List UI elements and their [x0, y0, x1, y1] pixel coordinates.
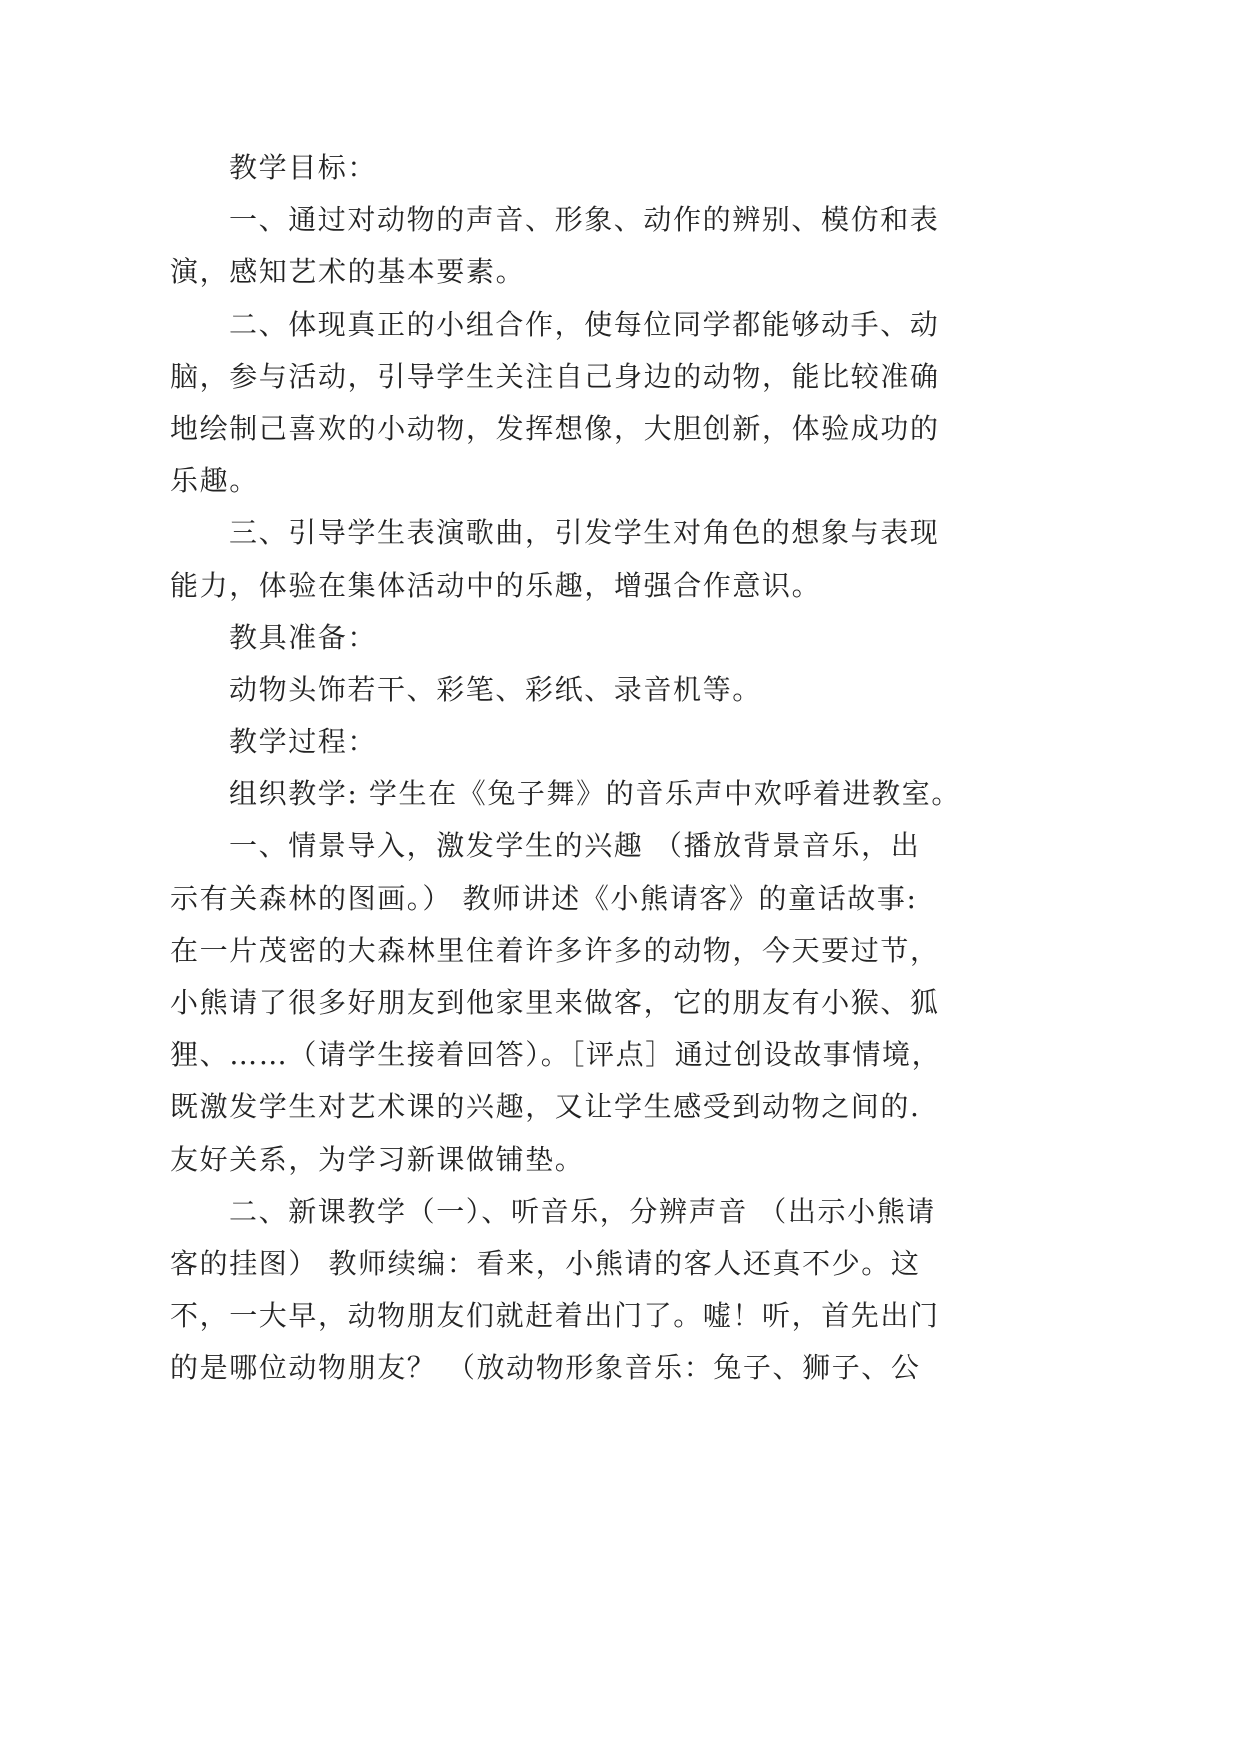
- text-line: 的是哪位动物朋友？ （放动物形象音乐：兔子、狮子、公: [170, 1351, 921, 1385]
- text-line: 一、通过对动物的声音、形象、动作的辨别、模仿和表: [229, 203, 940, 237]
- text-line: 地绘制己喜欢的小动物，发挥想像，大胆创新，体验成功的: [170, 411, 940, 445]
- text-line: 教学过程：: [229, 725, 378, 759]
- text-line: 脑，参与活动，引导学生关注自己身边的动物，能比较准确: [170, 359, 940, 393]
- text-line: 客的挂图） 教师续编：看来，小熊请的客人还真不少。这: [170, 1246, 921, 1280]
- text-line: 狸、……（请学生接着回答）。［评点］通过创设故事情境，: [170, 1038, 942, 1072]
- text-line: 乐趣。: [170, 464, 259, 498]
- document-body: [170, 142, 990, 1395]
- text-line: 演，感知艺术的基本要素。: [170, 255, 526, 289]
- text-line: 二、新课教学（一）、听音乐，分辨声音 （出示小熊请: [229, 1194, 936, 1228]
- text-line: 一、情景导入，激发学生的兴趣 （播放背景音乐，出: [229, 829, 921, 863]
- paragraph-step-2: [170, 1186, 990, 1395]
- text-line: 动物头饰若干、彩笔、彩纸、录音机等。: [229, 672, 762, 706]
- text-line: 教学目标：: [229, 151, 378, 184]
- paragraph-organize: [170, 768, 990, 820]
- paragraph-step-1: [170, 820, 990, 1185]
- text-line: 友好关系，为学习新课做铺垫。: [170, 1142, 585, 1176]
- text-line: 组织教学: 学生在《兔子舞》的音乐声中欢呼着进教室。: [229, 777, 961, 811]
- paragraph-objective-3: [170, 507, 990, 611]
- section-heading-objectives: [170, 142, 990, 194]
- text-line: 三、引导学生表演歌曲，引发学生对角色的想象与表现: [229, 516, 940, 550]
- text-line: 不，一大早，动物朋友们就赶着出门了。嘘！听，首先出门: [170, 1299, 940, 1333]
- text-line: 小熊请了很多好朋友到他家里来做客，它的朋友有小猴、狐: [170, 986, 940, 1019]
- text-line: 二、体现真正的小组合作，使每位同学都能够动手、动: [229, 307, 940, 341]
- text-line: 教具准备：: [229, 620, 378, 654]
- section-heading-materials: [170, 612, 990, 664]
- section-heading-process: [170, 716, 990, 768]
- paragraph-objective-2: [170, 299, 990, 508]
- text-line: 能力，体验在集体活动中的乐趣，增强合作意识。: [170, 568, 822, 602]
- paragraph-objective-1: [170, 194, 990, 298]
- paragraph-materials: [170, 664, 990, 716]
- text-line: 在一片茂密的大森林里住着许多许多的动物，今天要过节，: [170, 933, 940, 967]
- text-line: 示有关森林的图画。） 教师讲述《小熊请客》的童话故事:: [170, 881, 918, 915]
- text-line: 既激发学生对艺术课的兴趣，又让学生感受到动物之间的.: [170, 1090, 921, 1124]
